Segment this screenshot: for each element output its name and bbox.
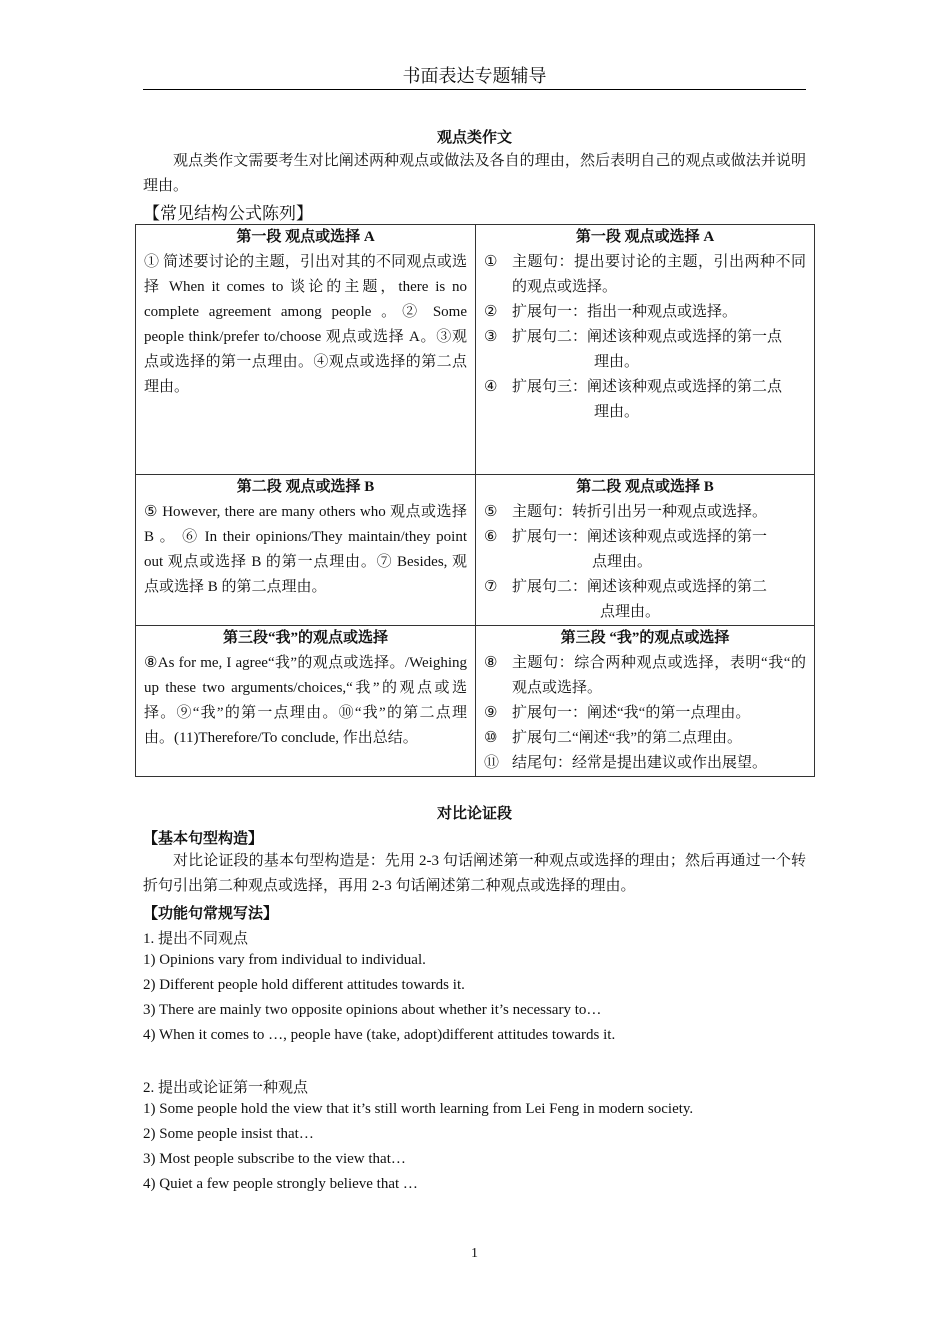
item-text: 扩展句二：阐述该种观点或选择的第一点 [512, 329, 783, 345]
table-cell [136, 626, 476, 777]
table-row [136, 225, 815, 475]
page-header: 书面表达专题辅导 [402, 66, 547, 86]
item-text: 扩展句一：指出一种观点或选择。 [512, 304, 738, 320]
table-row [136, 475, 815, 626]
item-text: 扩展句一：阐述“我“的第一点理由。 [512, 705, 751, 721]
item-text: 扩展句三：阐述该种观点或选择的第二点 [512, 379, 783, 395]
list-item [484, 500, 806, 525]
list-item: 3) Most people subscribe to the view that… [143, 1151, 406, 1167]
cell-title: 第三段“我”的观点或选择 [222, 630, 388, 646]
cell-title: 第二段 观点或选择 B [236, 479, 375, 495]
header-rule [143, 89, 806, 90]
list-item: 1) Opinions vary from individual to individual. [143, 952, 426, 968]
table-row [136, 626, 815, 777]
item-number: ⑨ [484, 705, 498, 721]
item-text: 扩展句一：阐述该种观点或选择的第一 [512, 529, 768, 545]
item-number: ⑪ [484, 755, 500, 771]
item-continuation: 理由。 [594, 404, 640, 420]
cell-title: 第一段 观点或选择 A [575, 229, 715, 245]
cell-title: 第三段 “我”的观点或选择 [560, 630, 730, 646]
item-text: 结尾句：经常是提出建议或作出展望。 [512, 755, 768, 771]
intro-paragraph: 观点类作文需要考生对比阐述两种观点或做法及各自的理由，然后表明自己的观点或做法并说明理由。 [143, 153, 806, 194]
list-item [484, 751, 806, 776]
list-item [484, 250, 806, 300]
basic-structure-heading: 【基本句型构造】 [143, 831, 264, 847]
func2-title: 2. 提出或论证第一种观点 [143, 1080, 309, 1096]
list-item: 1) Some people hold the view that it’s still worth learning from Lei Feng in modern society. [143, 1101, 694, 1117]
list-item: 4) Quiet a few people strongly believe that … [143, 1176, 418, 1192]
cell-body: ⑧As for me, I agree“我”的观点或选择。/Weighing up these two arguments/choices,“我”的观点或选择。⑨“我”的第一点理由。⑩“我”的第二点理由。(11)Therefore/To conclude, 作出总结。 [144, 655, 467, 746]
list-item: 4) When it comes to …, people have (take, adopt)different attitudes towards it. [143, 1027, 616, 1043]
item-number: ⑧ [484, 655, 498, 671]
item-number: ③ [484, 329, 498, 345]
section-title-opinion-essay: 观点类作文 [436, 130, 512, 146]
item-number: ① [484, 254, 498, 270]
cell-title: 第二段 观点或选择 B [576, 479, 714, 495]
function-sentence-heading: 【功能句常规写法】 [143, 906, 279, 922]
item-continuation: 点理由。 [600, 604, 661, 620]
section-title-contrast-paragraph: 对比论证段 [436, 806, 512, 822]
item-number: ⑥ [484, 529, 498, 545]
basic-structure-paragraph: 对比论证段的基本句型构造是：先用 2-3 句话阐述第一种观点或选择的理由；然后再通过一个转折句引出第二种观点或选择，再用 2-3 句话阐述第二种观点或选择的理由。 [143, 853, 806, 894]
func1-title: 1. 提出不同观点 [143, 931, 249, 947]
cell-title: 第一段 观点或选择 A [236, 229, 375, 245]
item-number: ④ [484, 379, 498, 395]
item-number: ⑤ [484, 504, 498, 520]
item-text: 主题句：转折引出另一种观点或选择。 [512, 504, 768, 520]
list-item [484, 575, 806, 600]
item-number: ⑩ [484, 730, 498, 746]
cell-body: ⑤ However, there are many others who 观点或选择 B 。 ⑥ In their opinions/They maintain/they point out 观点或选择 B 的第一点理由。⑦ Besides, 观点或选择 B 的第二点理由。 [144, 504, 467, 595]
list-item [484, 726, 806, 751]
table-cell [476, 475, 815, 626]
item-text: 主题句：综合两种观点或选择，表明“我“的观点或选择。 [512, 655, 806, 696]
cell-body: ① 简述要讨论的主题，引出对其的不同观点或选择 When it comes to 谈论的主题，there is no complete agreement among people 。② Some people think/prefer to/choose 观点或选择 A。③观点或选择的第一点理由。④观点或选择的第二点理由。 [144, 254, 467, 395]
list-item [484, 300, 806, 325]
list-item [484, 701, 806, 726]
table-cell [476, 225, 815, 475]
item-continuation: 理由。 [594, 354, 640, 370]
table-cell [476, 626, 815, 777]
item-list [484, 250, 806, 425]
list-item [484, 375, 806, 400]
item-text: 主题句：提出要讨论的主题，引出两种不同的观点或选择。 [512, 254, 806, 295]
item-number: ② [484, 304, 498, 320]
list-item: 2) Different people hold different attitudes towards it. [143, 977, 465, 993]
structure-table [135, 224, 815, 777]
structure-heading: 【常见结构公式陈列】 [143, 204, 313, 223]
list-item [484, 325, 806, 350]
item-continuation: 点理由。 [592, 554, 653, 570]
item-text: 扩展句二“阐述“我”的第二点理由。 [512, 730, 742, 746]
list-item [484, 651, 806, 701]
page-number: 1 [471, 1246, 478, 1261]
table-cell [136, 225, 476, 475]
list-item [484, 525, 806, 550]
list-item: 3) There are mainly two opposite opinions about whether it’s necessary to… [143, 1002, 602, 1018]
table-cell [136, 475, 476, 626]
item-text: 扩展句二：阐述该种观点或选择的第二 [512, 579, 768, 595]
item-number: ⑦ [484, 579, 498, 595]
list-item: 2) Some people insist that… [143, 1126, 314, 1142]
